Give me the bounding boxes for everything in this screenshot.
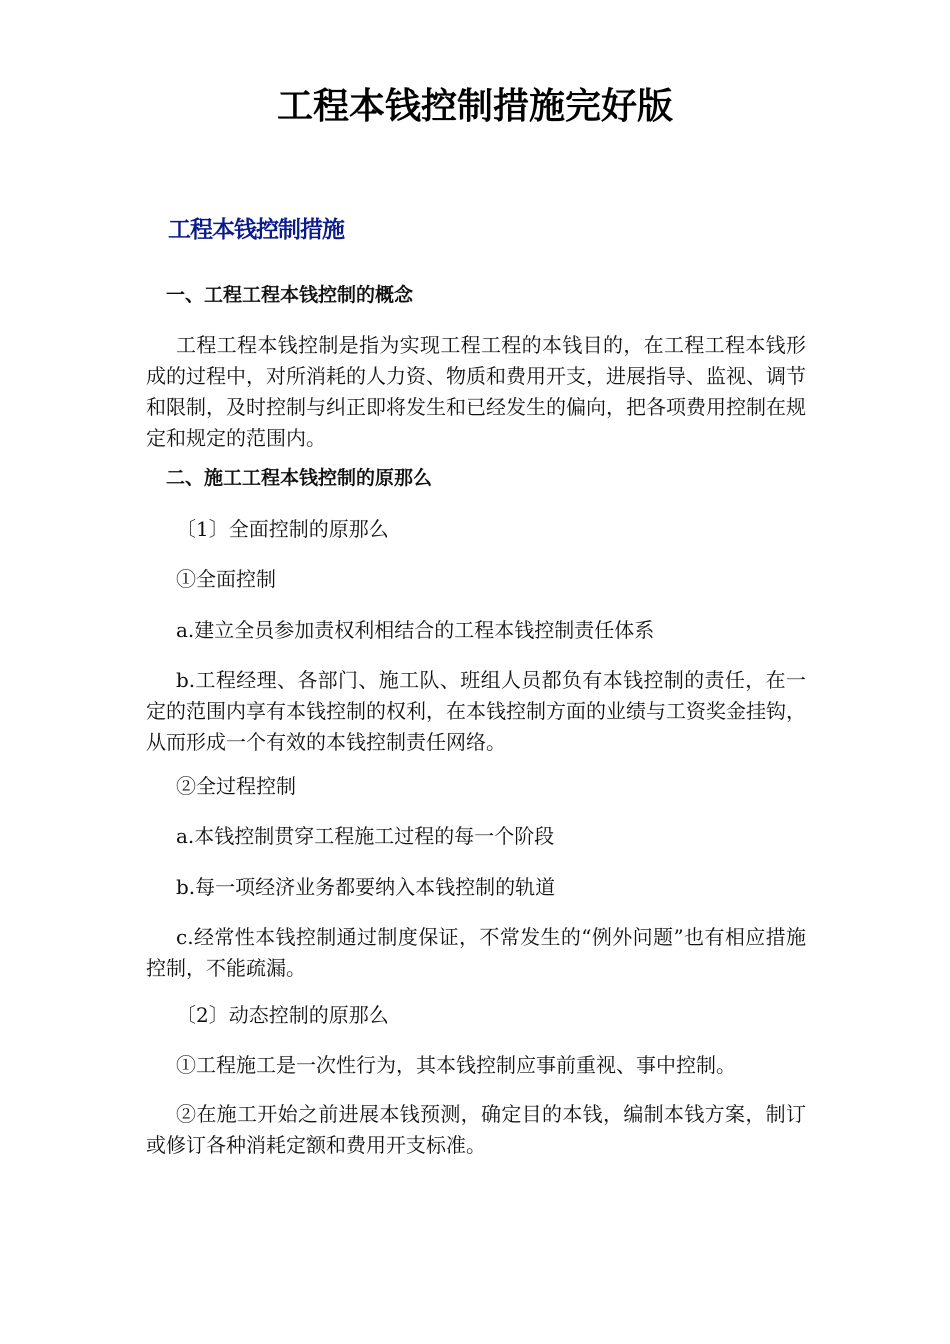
list-item-process-control-a: a.本钱控制贯穿工程施工过程的每一个阶段 (176, 824, 555, 848)
sub-item-process-control: ②全过程控制 (176, 774, 296, 798)
paragraph-concept: 工程工程本钱控制是指为实现工程工程的本钱目的，在工程工程本钱形成的过程中，对所消耗的人力资、物质和费用开支，进展指导、监视、调节和限制，及时控制与纠正即将发生和已经发生的偏向，把各项费用控制在规定和规定的范围内。 (146, 333, 806, 450)
section-heading-principles: 二、施工工程本钱控制的原那么 (166, 467, 433, 489)
sub-item-full-control: ①全面控制 (176, 567, 276, 591)
list-item-dynamic-2: ②在施工开始之前进展本钱预测，确定目的本钱，编制本钱方案，制订或修订各种消耗定额和费用开支标准。 (146, 1102, 806, 1157)
document-subtitle: 工程本钱控制措施 (168, 217, 344, 243)
document-title: 工程本钱控制措施完好版 (276, 85, 673, 127)
list-item-process-control-b: b.每一项经济业务都要纳入本钱控制的轨道 (176, 875, 556, 899)
list-item-dynamic-1: ①工程施工是一次性行为，其本钱控制应事前重视、事中控制。 (176, 1053, 736, 1077)
list-item-full-control-b: b.工程经理、各部门、施工队、班组人员都负有本钱控制的责任，在一定的范围内享有本钱控制的权利，在本钱控制方面的业绩与工资奖金挂钩，从而形成一个有效的本钱控制责任网络。 (146, 668, 806, 754)
list-item-full-control-a: a.建立全员参加责权利相结合的工程本钱控制责任体系 (176, 618, 655, 642)
principle-1-label: 〔1〕全面控制的原那么 (176, 517, 389, 541)
section-heading-concept: 一、工程工程本钱控制的概念 (166, 284, 414, 306)
list-item-process-control-c: c.经常性本钱控制通过制度保证，不常发生的“例外问题”也有相应措施控制，不能疏漏。 (146, 925, 806, 980)
principle-2-label: 〔2〕动态控制的原那么 (176, 1003, 389, 1027)
